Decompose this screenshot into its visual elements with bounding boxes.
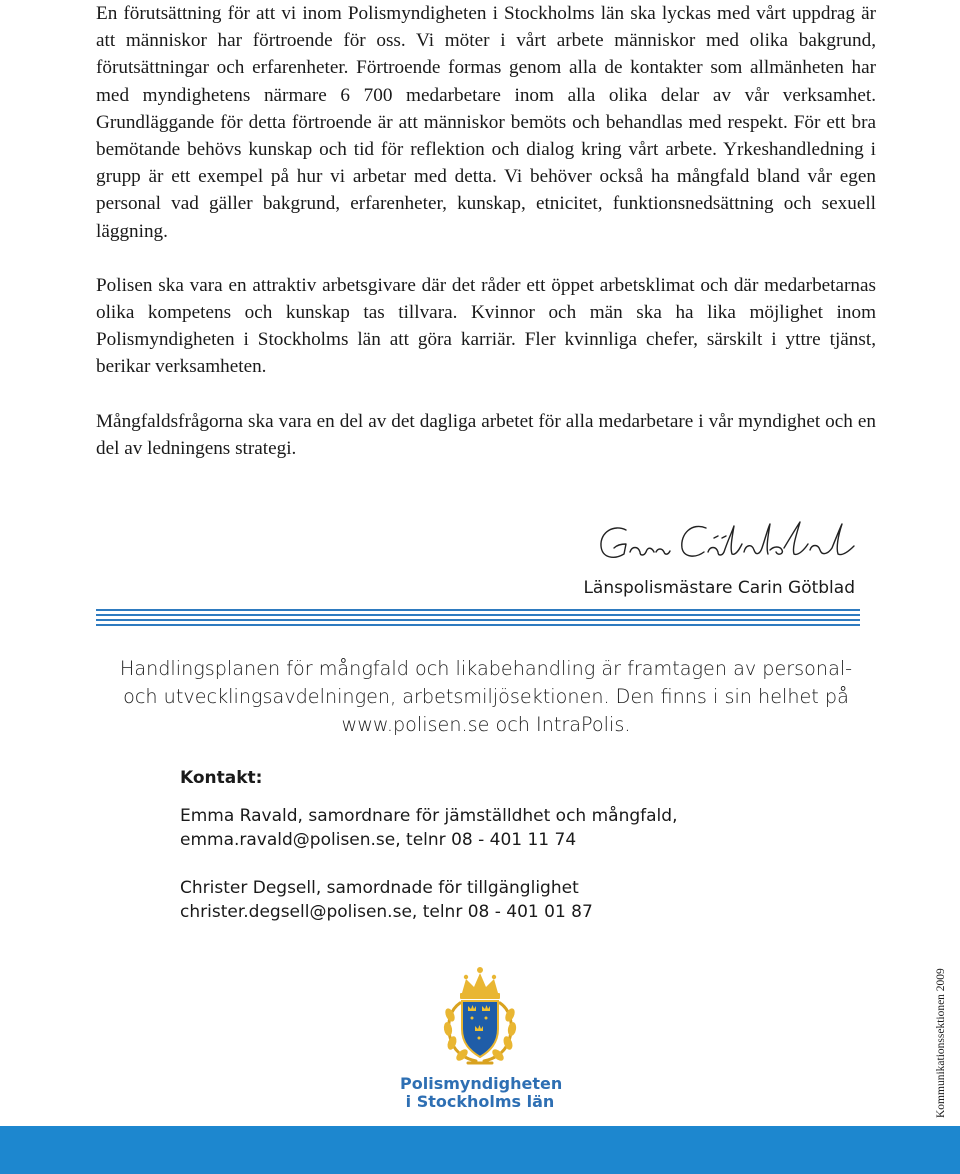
contact-person [180,876,820,924]
side-credit: Kommunikationssektionen 2009 [935,968,947,1118]
signature-label: Länspolismästare Carin Götblad [583,578,855,598]
info-line: och utvecklingsavdelningen, arbetsmiljösektionen. Den finns i sin helhet på [123,685,849,708]
info-text [96,655,876,739]
logo-name-line: Polismyndigheten [400,1074,563,1093]
contact-section [180,766,820,948]
contact-name: Christer Degsell, samordnade för tillgänglighet [180,878,579,898]
contact-heading: Kontakt: [180,768,263,788]
contact-person [180,804,820,852]
logo-name [400,1074,563,1111]
signature-image [596,518,860,568]
contact-details: christer.degsell@polisen.se, telnr 08 - 401 01 87 [180,902,593,922]
contact-name: Emma Ravald, samordnare för jämställdhet och mångfald, [180,806,678,826]
paragraph-trust: En förutsättning för att vi inom Polismyndigheten i Stockholms län ska lyckas med vårt uppdrag är att människor har förtroende för oss. Vi möter i vårt arbete människor med olika bakgrund, förutsättningar och erfarenheter. Förtroende formas genom alla de kontakter som allmänheten har med myndighetens närmare 6 700 medarbetare inom alla olika delar av vår verksamhet. Grundläggande för detta förtroende är att människor bemöts och behandlas med respekt. För ett bra bemötande behövs kunskap och tid för reflektion och dialog kring vårt arbete. Yrkeshandledning i grupp är ett exempel på hur vi arbetar med detta. Vi behöver också ha mångfald bland vår egen personal vad gäller bakgrund, erfarenheter, kunskap, etnicitet, funktionsnedsättning och sexuell läggning. [96,3,876,242]
contact-details: emma.ravald@polisen.se, telnr 08 - 401 11 74 [180,830,577,850]
paragraph-diversity: Mångfaldsfrågorna ska vara en del av det dagliga arbetet för alla medarbetare i vår myndighet och en del av ledningens strategi. [96,410,876,459]
info-line: Handlingsplanen för mångfald och likabehandling är framtagen av personal- [119,657,853,680]
bottom-bar [0,1126,960,1174]
paragraph-employer: Polisen ska vara en attraktiv arbetsgivare där det råder ett öppet arbetsklimat och där medarbetarnas olika kompetens och kunskap tas tillvara. Kvinnor och män ska ha lika möjlighet inom Polismyndigheten i Stockholms län att göra karriär. Fler kvinnliga chefer, särskilt i yttre tjänst, berikar verksamheten. [96,274,876,378]
divider [96,609,860,626]
body-text [96,0,876,462]
logo-name-line: i Stockholms län [405,1092,555,1111]
logo [400,965,563,1115]
info-line: www.polisen.se och IntraPolis. [341,713,631,736]
police-emblem-icon [438,965,522,1070]
